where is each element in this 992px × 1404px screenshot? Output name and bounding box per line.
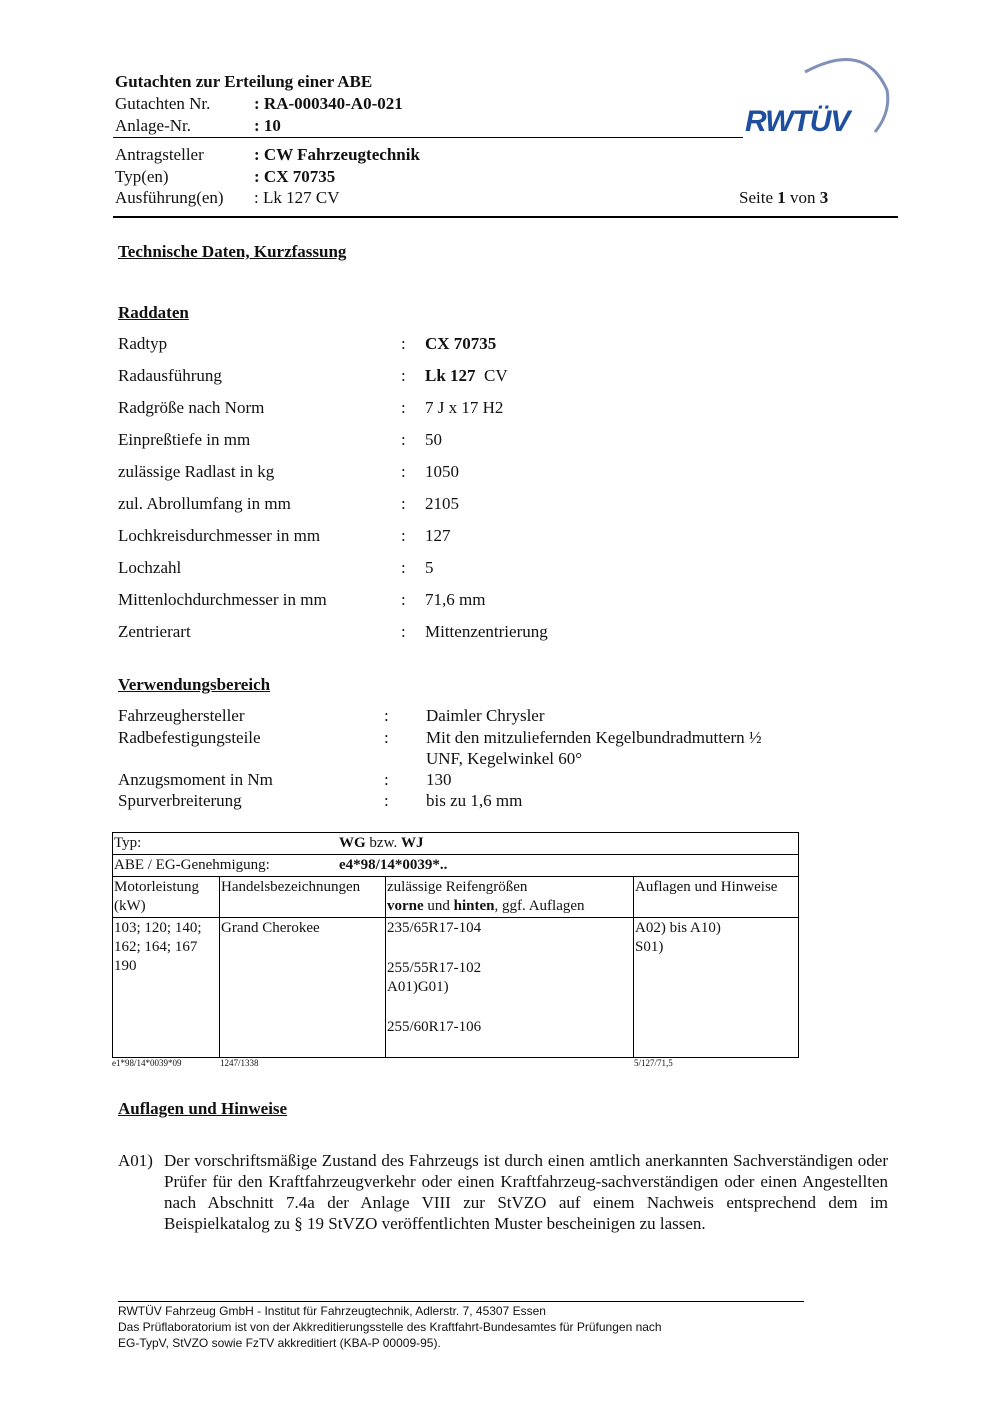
- raddaten-title: Raddaten: [118, 303, 189, 322]
- anlage-label: Anlage-Nr.: [115, 116, 192, 135]
- raddaten-label: Lochzahl: [118, 558, 182, 577]
- antragsteller-label: Antragsteller: [115, 145, 204, 164]
- raddaten-value: 5: [425, 558, 434, 577]
- verwendung-row: [118, 727, 762, 748]
- abe-cell: [113, 855, 799, 877]
- table-row: [113, 855, 799, 877]
- reifen-cell: [386, 918, 634, 1058]
- anlage-row: [115, 116, 281, 136]
- auflagen-line: A02) bis A10): [635, 920, 721, 936]
- ausfuehrung-label: Ausführung(en): [115, 188, 224, 207]
- raddaten-value: CX 70735: [425, 334, 497, 353]
- anlage-value: : 10: [254, 116, 281, 135]
- verwendung-label: Spurverbreiterung: [118, 791, 242, 810]
- rwtuev-logo: [745, 50, 895, 140]
- motor-cell: [113, 918, 220, 1058]
- page-total: 3: [819, 188, 829, 207]
- motor-line: 103; 120; 140;: [114, 920, 202, 936]
- reifen-spacer: [387, 938, 632, 959]
- typ-cell-value-b: WJ: [400, 835, 424, 851]
- abe-cell-value: e4*98/14*0039*..: [339, 857, 448, 873]
- colon: :: [384, 706, 389, 725]
- raddaten-label: Radtyp: [118, 334, 168, 353]
- col-reifen-hinten: hinten: [453, 898, 495, 914]
- verwendung-row: [118, 790, 523, 811]
- colon: :: [401, 462, 406, 481]
- raddaten-value: 2105: [425, 494, 459, 513]
- footer-divider: [118, 1301, 804, 1302]
- raddaten-label: Radgröße nach Norm: [118, 398, 265, 417]
- raddaten-label: zul. Abrollumfang in mm: [118, 494, 291, 513]
- ausfuehrung-row: [115, 188, 339, 208]
- colon: :: [401, 334, 406, 353]
- gutachten-row: [115, 94, 403, 114]
- verwendung-title: Verwendungsbereich: [118, 675, 271, 694]
- reifen-line: 235/65R17-104: [387, 920, 482, 936]
- raddaten-label: Mittenlochdurchmesser in mm: [118, 590, 327, 609]
- typ-cell-value-mid: bzw.: [369, 835, 398, 851]
- footer-line: EG-TypV, StVZO sowie FzTV akkreditiert (KBA-P 00009-95).: [118, 1336, 441, 1350]
- raddaten-value: 1050: [425, 462, 459, 481]
- vehicle-type-table: [112, 832, 799, 1058]
- antragsteller-row: [115, 145, 420, 165]
- table-row: [113, 918, 799, 1058]
- ausfuehrung-value: : Lk 127 CV: [254, 188, 340, 207]
- auflagen-line: S01): [635, 939, 664, 955]
- motor-line: 162; 164; 167: [114, 939, 198, 955]
- table-foot-right: 5/127/71,5: [634, 1058, 673, 1068]
- auflagen-cell: [634, 918, 799, 1058]
- gutachten-value: : RA-000340-A0-021: [254, 94, 403, 113]
- verwendung-row: [118, 705, 545, 726]
- verwendung-label: Anzugsmoment in Nm: [118, 770, 273, 789]
- header-divider-bottom: [113, 216, 898, 218]
- table-header-row: [113, 877, 799, 918]
- abe-cell-label: ABE / EG-Genehmigung:: [114, 857, 270, 873]
- reifen-spacer: [387, 997, 632, 1018]
- col-motor-header: Motorleistung (kW): [113, 877, 220, 918]
- header-divider-top: [113, 137, 743, 138]
- col-handel-header: Handelsbezeichnungen: [220, 877, 386, 918]
- typ-cell-value-a: WG: [339, 835, 366, 851]
- verwendung-label: Radbefestigungsteile: [118, 728, 261, 747]
- raddaten-value: 127: [425, 526, 451, 545]
- raddaten-label: Radausführung: [118, 366, 222, 385]
- typ-cell: [113, 833, 799, 855]
- table-row: [113, 833, 799, 855]
- raddaten-label: Einpreßtiefe in mm: [118, 430, 251, 449]
- col-reifen-und: und: [427, 898, 450, 914]
- note-a01: [118, 1150, 888, 1234]
- verwendung-value-cont: UNF, Kegelwinkel 60°: [426, 749, 583, 768]
- col-reifen-rest: , ggf. Auflagen: [494, 898, 585, 914]
- colon: :: [384, 728, 389, 747]
- typ-row: [115, 167, 335, 187]
- colon: :: [401, 526, 406, 545]
- col-reifen-header-line1: zulässige Reifengrößen: [387, 879, 528, 895]
- typ-cell-label: Typ:: [114, 835, 142, 851]
- col-reifen-vorne: vorne: [387, 898, 424, 914]
- typ-value: : CX 70735: [254, 167, 336, 186]
- verwendung-value: bis zu 1,6 mm: [426, 791, 523, 810]
- document-title: Gutachten zur Erteilung einer ABE: [115, 72, 373, 91]
- reifen-line: 255/55R17-102: [387, 960, 482, 976]
- auflagen-title: Auflagen und Hinweise: [118, 1099, 288, 1118]
- page-current: 1: [777, 188, 786, 207]
- raddaten-value: 71,6 mm: [425, 590, 486, 609]
- col-reifen-header: [386, 877, 634, 918]
- raddaten-value: 7 J x 17 H2: [425, 398, 504, 417]
- raddaten-label: Lochkreisdurchmesser in mm: [118, 526, 321, 545]
- colon: :: [401, 366, 406, 385]
- logo-text: RWTÜV: [745, 105, 850, 138]
- colon: :: [384, 770, 389, 789]
- col-auflagen-header: Auflagen und Hinweise: [634, 877, 799, 918]
- colon: :: [401, 398, 406, 417]
- note-text: Der vorschriftsmäßige Zustand des Fahrzeugs ist durch einen amtlich anerkannten Sachverständigen oder Prüfer für den Kraftfahrzeugverkehr oder einen Kraftfahrzeug-sachverständigen oder einen Angestellten nach Abschnitt 7.4a der Anlage VIII zur StVZO auf einem Nachweis entsprechend dem im Beispielkatalog zu § 19 StVZO veröffentlichten Muster bescheinigen zu lassen.: [164, 1151, 888, 1233]
- gutachten-label: Gutachten Nr.: [115, 94, 211, 113]
- verwendung-value: Daimler Chrysler: [426, 706, 545, 725]
- note-code: A01): [118, 1151, 153, 1170]
- colon: :: [401, 590, 406, 609]
- verwendung-label: Fahrzeughersteller: [118, 706, 245, 725]
- raddaten-value-bold: Lk 127: [425, 366, 476, 385]
- reifen-line: 255/60R17-106: [387, 1019, 482, 1035]
- footer: [118, 1303, 804, 1351]
- colon: :: [401, 494, 406, 513]
- page-prefix: Seite: [739, 188, 773, 207]
- verwendung-row: [118, 769, 452, 790]
- table-foot-mid: 1247/1338: [220, 1058, 259, 1068]
- handel-cell: Grand Cherokee: [220, 918, 386, 1058]
- verwendung-value: 130: [426, 770, 452, 789]
- raddaten-label: zulässige Radlast in kg: [118, 462, 275, 481]
- footer-line: RWTÜV Fahrzeug GmbH - Institut für Fahrzeugtechnik, Adlerstr. 7, 45307 Essen: [118, 1304, 546, 1318]
- raddaten-value: [425, 366, 508, 386]
- raddaten-value-rest: CV: [484, 366, 508, 385]
- raddaten-value: Mittenzentrierung: [425, 622, 548, 641]
- antragsteller-value: : CW Fahrzeugtechnik: [254, 145, 420, 164]
- page-number: [739, 188, 828, 208]
- raddaten-value: 50: [425, 430, 442, 449]
- colon: :: [384, 791, 389, 810]
- table-foot-left: e1*98/14*0039*09: [112, 1058, 182, 1068]
- verwendung-value: Mit den mitzuliefernden Kegelbundradmuttern ½: [426, 728, 762, 747]
- raddaten-label: Zentrierart: [118, 622, 191, 641]
- motor-line: 190: [114, 958, 137, 974]
- typ-label: Typ(en): [115, 167, 169, 186]
- colon: :: [401, 430, 406, 449]
- colon: :: [401, 558, 406, 577]
- colon: :: [401, 622, 406, 641]
- footer-line: Das Prüflaboratorium ist von der Akkreditierungsstelle des Kraftfahrt-Bundesamtes für Prüfungen nach: [118, 1320, 662, 1334]
- page-mid: von: [790, 188, 816, 207]
- reifen-line: A01)G01): [387, 979, 449, 995]
- summary-title: Technische Daten, Kurzfassung: [118, 242, 347, 261]
